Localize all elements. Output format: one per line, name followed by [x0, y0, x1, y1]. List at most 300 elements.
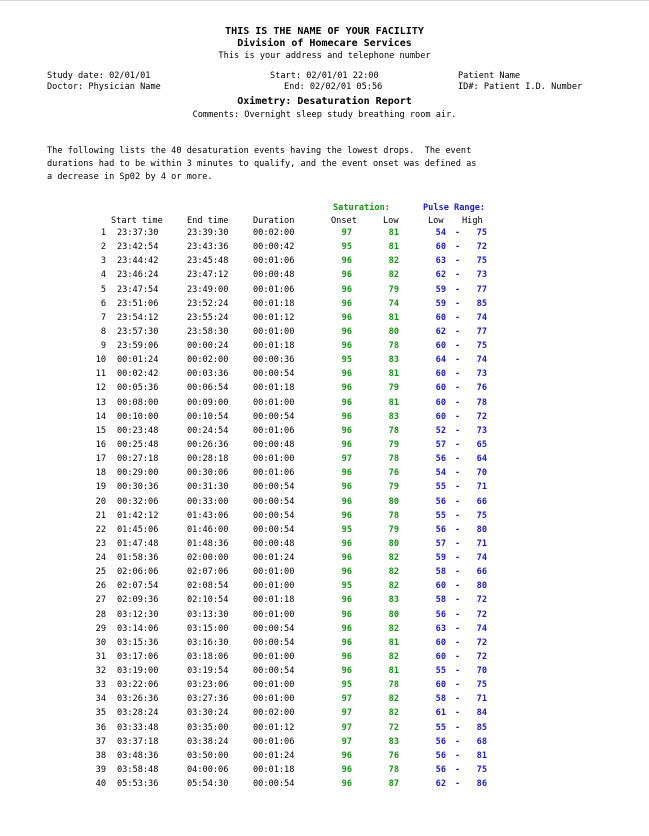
- start-time: 00:29:00: [117, 468, 159, 479]
- duration: 00:00:42: [253, 242, 295, 253]
- pulse-low: 56: [435, 454, 446, 465]
- col-header-onset: Onset: [331, 216, 357, 226]
- table-row: [0, 285, 649, 299]
- saturation-low: 76: [388, 468, 399, 479]
- saturation-low: 79: [388, 284, 399, 295]
- duration: 00:01:12: [253, 722, 295, 733]
- start-time: 03:28:24: [117, 708, 159, 719]
- col-header-pulse-low: Low: [428, 216, 444, 226]
- saturation-low: 78: [388, 425, 399, 436]
- pulse-high: 74: [476, 312, 487, 323]
- start-time: 01:45:06: [117, 524, 159, 535]
- pulse-low: 60: [435, 312, 446, 323]
- end-time: 05:54:30: [187, 779, 229, 790]
- event-number: 22: [95, 524, 106, 535]
- pulse-high: 72: [476, 595, 487, 606]
- saturation-onset: 96: [341, 256, 352, 267]
- pulse-high: 81: [476, 750, 487, 761]
- end-time: 00:28:18: [187, 454, 229, 465]
- pulse-low: 60: [435, 411, 446, 422]
- end-time: 03:50:00: [187, 750, 229, 761]
- event-number: 39: [95, 764, 106, 775]
- pulse-range-dash: -: [455, 326, 461, 337]
- duration: 00:01:00: [253, 651, 295, 662]
- saturation-low: 81: [388, 312, 399, 323]
- start-time: 00:30:36: [117, 482, 159, 493]
- end-time: 03:15:00: [187, 623, 229, 634]
- event-number: 16: [95, 440, 106, 450]
- saturation-onset: 96: [341, 496, 352, 507]
- pulse-low: 60: [435, 383, 446, 394]
- saturation-onset: 96: [341, 326, 352, 337]
- pulse-range-dash: -: [455, 524, 461, 535]
- end-time: 02:07:06: [187, 567, 229, 578]
- saturation-low: 80: [388, 496, 399, 507]
- table-row: [0, 765, 649, 779]
- duration: 00:01:00: [253, 567, 295, 578]
- pulse-range-dash: -: [455, 298, 461, 309]
- saturation-low: 79: [388, 440, 399, 450]
- pulse-low: 55: [435, 722, 446, 733]
- event-number: 18: [95, 468, 106, 479]
- saturation-low: 87: [388, 779, 399, 790]
- table-row: [0, 567, 649, 581]
- event-number: 5: [100, 284, 106, 295]
- pulse-low: 56: [435, 736, 446, 747]
- pulse-range-dash: -: [455, 666, 461, 676]
- saturation-low: 81: [388, 397, 399, 408]
- pulse-low: 55: [435, 510, 446, 521]
- saturation-low: 72: [388, 722, 399, 733]
- saturation-low: 79: [388, 482, 399, 493]
- duration: 00:01:00: [253, 680, 295, 691]
- table-row: [0, 369, 649, 383]
- table-row: [0, 539, 649, 553]
- end-time: 00:02:00: [187, 355, 229, 366]
- pulse-low: 58: [435, 694, 446, 705]
- start-time: 00:32:06: [117, 496, 159, 507]
- study-date: Study date: 02/01/01: [47, 71, 151, 81]
- end-time: 23:39:30: [187, 228, 229, 238]
- pulse-range-dash: -: [455, 468, 461, 479]
- pulse-range-dash: -: [455, 425, 461, 436]
- duration: 00:00:54: [253, 496, 295, 507]
- event-number: 3: [100, 256, 106, 267]
- event-number: 8: [100, 326, 106, 337]
- start-time: 03:12:30: [117, 609, 159, 620]
- pulse-high: 72: [476, 651, 487, 662]
- saturation-onset: 97: [341, 736, 352, 747]
- pulse-high: 77: [476, 284, 487, 295]
- start-time: 01:58:36: [117, 553, 159, 563]
- pulse-low: 58: [435, 567, 446, 578]
- start-time: 03:37:18: [117, 736, 159, 747]
- pulse-high: 75: [476, 228, 487, 238]
- table-row: [0, 652, 649, 666]
- saturation-onset: 96: [341, 623, 352, 634]
- start-time: 00:08:00: [117, 397, 159, 408]
- pulse-group-header: Pulse Range:: [423, 203, 486, 213]
- pulse-high: 72: [476, 637, 487, 648]
- pulse-low: 61: [435, 708, 446, 719]
- start-time: 01:47:48: [117, 538, 159, 549]
- table-row: [0, 327, 649, 341]
- pulse-range-dash: -: [455, 736, 461, 747]
- table-row: [0, 383, 649, 397]
- pulse-low: 62: [435, 326, 446, 337]
- event-number: 25: [95, 567, 106, 578]
- end-time: 01:46:00: [187, 524, 229, 535]
- start-time: 23:42:54: [117, 242, 159, 253]
- end-time: 00:24:54: [187, 425, 229, 436]
- event-number: 36: [95, 722, 106, 733]
- pulse-range-dash: -: [455, 538, 461, 549]
- table-row: [0, 412, 649, 426]
- table-row: [0, 341, 649, 355]
- event-number: 12: [95, 383, 106, 394]
- pulse-range-dash: -: [455, 750, 461, 761]
- patient-id: ID#: Patient I.D. Number: [458, 82, 583, 92]
- saturation-low: 81: [388, 637, 399, 648]
- start-time: 01:42:12: [117, 510, 159, 521]
- event-number: 34: [95, 694, 106, 705]
- event-number: 9: [100, 341, 106, 351]
- saturation-onset: 96: [341, 567, 352, 578]
- pulse-low: 62: [435, 779, 446, 790]
- saturation-low: 82: [388, 694, 399, 705]
- table-row: [0, 666, 649, 680]
- pulse-high: 80: [476, 581, 487, 592]
- duration: 00:01:18: [253, 341, 295, 351]
- saturation-low: 82: [388, 553, 399, 563]
- end-time: 00:10:54: [187, 411, 229, 422]
- saturation-onset: 96: [341, 312, 352, 323]
- start-time: 05:53:36: [117, 779, 159, 790]
- saturation-onset: 96: [341, 341, 352, 351]
- saturation-low: 82: [388, 581, 399, 592]
- pulse-low: 55: [435, 666, 446, 676]
- pulse-high: 75: [476, 764, 487, 775]
- event-number: 24: [95, 553, 106, 563]
- pulse-range-dash: -: [455, 312, 461, 323]
- saturation-onset: 96: [341, 298, 352, 309]
- pulse-high: 64: [476, 454, 487, 465]
- duration: 00:01:00: [253, 326, 295, 337]
- end-time: 04:00:06: [187, 764, 229, 775]
- table-row: [0, 624, 649, 638]
- pulse-high: 71: [476, 482, 487, 493]
- pulse-low: 60: [435, 341, 446, 351]
- table-row: [0, 680, 649, 694]
- start-time: 00:27:18: [117, 454, 159, 465]
- pulse-low: 54: [435, 468, 446, 479]
- pulse-high: 85: [476, 722, 487, 733]
- event-number: 23: [95, 538, 106, 549]
- pulse-high: 85: [476, 298, 487, 309]
- saturation-low: 78: [388, 510, 399, 521]
- duration: 00:01:00: [253, 581, 295, 592]
- duration: 00:02:00: [253, 228, 295, 238]
- pulse-range-dash: -: [455, 242, 461, 253]
- event-number: 11: [95, 369, 106, 380]
- saturation-low: 79: [388, 524, 399, 535]
- pulse-range-dash: -: [455, 722, 461, 733]
- pulse-range-dash: -: [455, 397, 461, 408]
- facility-name: THIS IS THE NAME OF YOUR FACILITY: [225, 26, 424, 37]
- end-time: 23:47:12: [187, 270, 229, 281]
- pulse-high: 66: [476, 567, 487, 578]
- duration: 00:01:06: [253, 284, 295, 295]
- start-time: 03:14:06: [117, 623, 159, 634]
- pulse-low: 60: [435, 651, 446, 662]
- end-time: 03:13:30: [187, 609, 229, 620]
- saturation-onset: 96: [341, 270, 352, 281]
- pulse-low: 60: [435, 581, 446, 592]
- pulse-range-dash: -: [455, 609, 461, 620]
- start-time: 23:54:12: [117, 312, 159, 323]
- table-row: [0, 723, 649, 737]
- saturation-low: 82: [388, 567, 399, 578]
- intro-line-2: durations had to be within 3 minutes to qualify, and the event onset was defined as: [47, 159, 477, 169]
- top-divider: [0, 0, 649, 1]
- saturation-onset: 97: [341, 722, 352, 733]
- saturation-low: 83: [388, 411, 399, 422]
- event-number: 13: [95, 397, 106, 408]
- pulse-low: 54: [435, 228, 446, 238]
- saturation-low: 80: [388, 538, 399, 549]
- event-number: 31: [95, 651, 106, 662]
- pulse-range-dash: -: [455, 567, 461, 578]
- pulse-range-dash: -: [455, 284, 461, 295]
- duration: 00:00:36: [253, 355, 295, 366]
- saturation-onset: 97: [341, 228, 352, 238]
- end-time: 03:18:06: [187, 651, 229, 662]
- duration: 00:01:24: [253, 553, 295, 563]
- table-row: [0, 581, 649, 595]
- duration: 00:01:18: [253, 383, 295, 394]
- event-number: 1: [100, 228, 106, 238]
- saturation-onset: 96: [341, 411, 352, 422]
- report-title: Oximetry: Desaturation Report: [237, 96, 412, 107]
- pulse-range-dash: -: [455, 708, 461, 719]
- table-row: [0, 525, 649, 539]
- end-time: 23:49:00: [187, 284, 229, 295]
- saturation-onset: 96: [341, 397, 352, 408]
- pulse-high: 74: [476, 623, 487, 634]
- table-row: [0, 638, 649, 652]
- saturation-low: 82: [388, 256, 399, 267]
- end-time: 02:00:00: [187, 553, 229, 563]
- pulse-high: 74: [476, 355, 487, 366]
- saturation-low: 83: [388, 736, 399, 747]
- table-row: [0, 270, 649, 284]
- duration: 00:00:54: [253, 369, 295, 380]
- saturation-onset: 96: [341, 510, 352, 521]
- pulse-low: 59: [435, 298, 446, 309]
- saturation-low: 81: [388, 228, 399, 238]
- event-number: 14: [95, 411, 106, 422]
- end-time: 03:19:54: [187, 666, 229, 676]
- table-row: [0, 426, 649, 440]
- pulse-high: 71: [476, 538, 487, 549]
- col-header-pulse-high: High: [462, 216, 483, 226]
- end-time: 03:16:30: [187, 637, 229, 648]
- pulse-high: 72: [476, 411, 487, 422]
- saturation-onset: 95: [341, 355, 352, 366]
- start-time: 23:59:06: [117, 341, 159, 351]
- pulse-range-dash: -: [455, 411, 461, 422]
- start-time: 23:44:42: [117, 256, 159, 267]
- pulse-low: 56: [435, 750, 446, 761]
- pulse-low: 60: [435, 680, 446, 691]
- table-row: [0, 511, 649, 525]
- saturation-onset: 96: [341, 666, 352, 676]
- pulse-low: 59: [435, 284, 446, 295]
- pulse-low: 59: [435, 553, 446, 563]
- duration: 00:01:24: [253, 750, 295, 761]
- saturation-low: 76: [388, 750, 399, 761]
- table-row: [0, 553, 649, 567]
- saturation-low: 79: [388, 383, 399, 394]
- start-time: 00:02:42: [117, 369, 159, 380]
- pulse-range-dash: -: [455, 256, 461, 267]
- saturation-low: 78: [388, 454, 399, 465]
- pulse-range-dash: -: [455, 651, 461, 662]
- table-row: [0, 440, 649, 454]
- pulse-low: 63: [435, 623, 446, 634]
- pulse-high: 80: [476, 524, 487, 535]
- pulse-range-dash: -: [455, 595, 461, 606]
- event-number: 29: [95, 623, 106, 634]
- saturation-low: 78: [388, 680, 399, 691]
- event-number: 20: [95, 496, 106, 507]
- end-time: 03:30:24: [187, 708, 229, 719]
- saturation-onset: 96: [341, 440, 352, 450]
- facility-address: This is your address and telephone number: [218, 51, 431, 61]
- saturation-low: 82: [388, 623, 399, 634]
- study-start: Start: 02/01/01 22:00: [270, 71, 379, 81]
- pulse-high: 84: [476, 708, 487, 719]
- event-number: 7: [100, 312, 106, 323]
- duration: 00:00:54: [253, 637, 295, 648]
- saturation-low: 81: [388, 369, 399, 380]
- end-time: 00:06:54: [187, 383, 229, 394]
- duration: 00:01:00: [253, 397, 295, 408]
- duration: 00:02:00: [253, 708, 295, 719]
- duration: 00:00:48: [253, 270, 295, 281]
- start-time: 03:22:06: [117, 680, 159, 691]
- table-row: [0, 313, 649, 327]
- col-header-low: Low: [383, 216, 399, 226]
- pulse-range-dash: -: [455, 440, 461, 450]
- saturation-group-header: Saturation:: [333, 203, 390, 213]
- start-time: 02:07:54: [117, 581, 159, 592]
- saturation-low: 83: [388, 595, 399, 606]
- pulse-low: 62: [435, 270, 446, 281]
- pulse-high: 75: [476, 341, 487, 351]
- saturation-low: 78: [388, 341, 399, 351]
- pulse-high: 77: [476, 326, 487, 337]
- col-header-start: Start time: [111, 216, 163, 226]
- saturation-low: 83: [388, 355, 399, 366]
- pulse-high: 72: [476, 242, 487, 253]
- pulse-high: 65: [476, 440, 487, 450]
- patient-name: Patient Name: [458, 71, 521, 81]
- saturation-onset: 97: [341, 708, 352, 719]
- end-time: 00:09:00: [187, 397, 229, 408]
- start-time: 02:09:36: [117, 595, 159, 606]
- start-time: 23:46:24: [117, 270, 159, 281]
- duration: 00:00:54: [253, 510, 295, 521]
- event-number: 15: [95, 425, 106, 436]
- end-time: 03:23:06: [187, 680, 229, 691]
- duration: 00:01:12: [253, 312, 295, 323]
- event-number: 10: [95, 355, 106, 366]
- end-time: 02:10:54: [187, 595, 229, 606]
- pulse-range-dash: -: [455, 637, 461, 648]
- duration: 00:01:06: [253, 425, 295, 436]
- saturation-low: 80: [388, 609, 399, 620]
- duration: 00:01:06: [253, 468, 295, 479]
- event-number: 4: [100, 270, 106, 281]
- study-end: End: 02/02/01 05:56: [284, 82, 383, 92]
- saturation-onset: 96: [341, 651, 352, 662]
- start-time: 03:48:36: [117, 750, 159, 761]
- pulse-low: 56: [435, 764, 446, 775]
- pulse-range-dash: -: [455, 680, 461, 691]
- pulse-range-dash: -: [455, 228, 461, 238]
- event-number: 37: [95, 736, 106, 747]
- event-number: 38: [95, 750, 106, 761]
- start-time: 00:10:00: [117, 411, 159, 422]
- event-number: 26: [95, 581, 106, 592]
- division-name: Division of Homecare Services: [237, 38, 412, 49]
- pulse-low: 56: [435, 496, 446, 507]
- event-number: 17: [95, 454, 106, 465]
- saturation-onset: 96: [341, 538, 352, 549]
- pulse-low: 55: [435, 482, 446, 493]
- start-time: 00:25:48: [117, 440, 159, 450]
- saturation-onset: 96: [341, 595, 352, 606]
- saturation-onset: 96: [341, 637, 352, 648]
- end-time: 23:58:30: [187, 326, 229, 337]
- pulse-high: 75: [476, 680, 487, 691]
- pulse-low: 52: [435, 425, 446, 436]
- saturation-onset: 96: [341, 482, 352, 493]
- saturation-onset: 96: [341, 369, 352, 380]
- end-time: 01:48:36: [187, 538, 229, 549]
- pulse-high: 66: [476, 496, 487, 507]
- saturation-onset: 96: [341, 468, 352, 479]
- intro-line-1: The following lists the 40 desaturation events having the lowest drops. The event: [47, 146, 472, 156]
- duration: 00:00:54: [253, 666, 295, 676]
- end-time: 01:43:06: [187, 510, 229, 521]
- event-number: 32: [95, 666, 106, 676]
- table-row: [0, 751, 649, 765]
- saturation-onset: 96: [341, 750, 352, 761]
- end-time: 00:33:00: [187, 496, 229, 507]
- end-time: 02:08:54: [187, 581, 229, 592]
- saturation-onset: 95: [341, 581, 352, 592]
- end-time: 03:38:24: [187, 736, 229, 747]
- event-number: 35: [95, 708, 106, 719]
- pulse-range-dash: -: [455, 355, 461, 366]
- pulse-range-dash: -: [455, 510, 461, 521]
- duration: 00:01:18: [253, 764, 295, 775]
- pulse-range-dash: -: [455, 496, 461, 507]
- pulse-range-dash: -: [455, 581, 461, 592]
- report-comments: Comments: Overnight sleep study breathing room air.: [192, 110, 457, 120]
